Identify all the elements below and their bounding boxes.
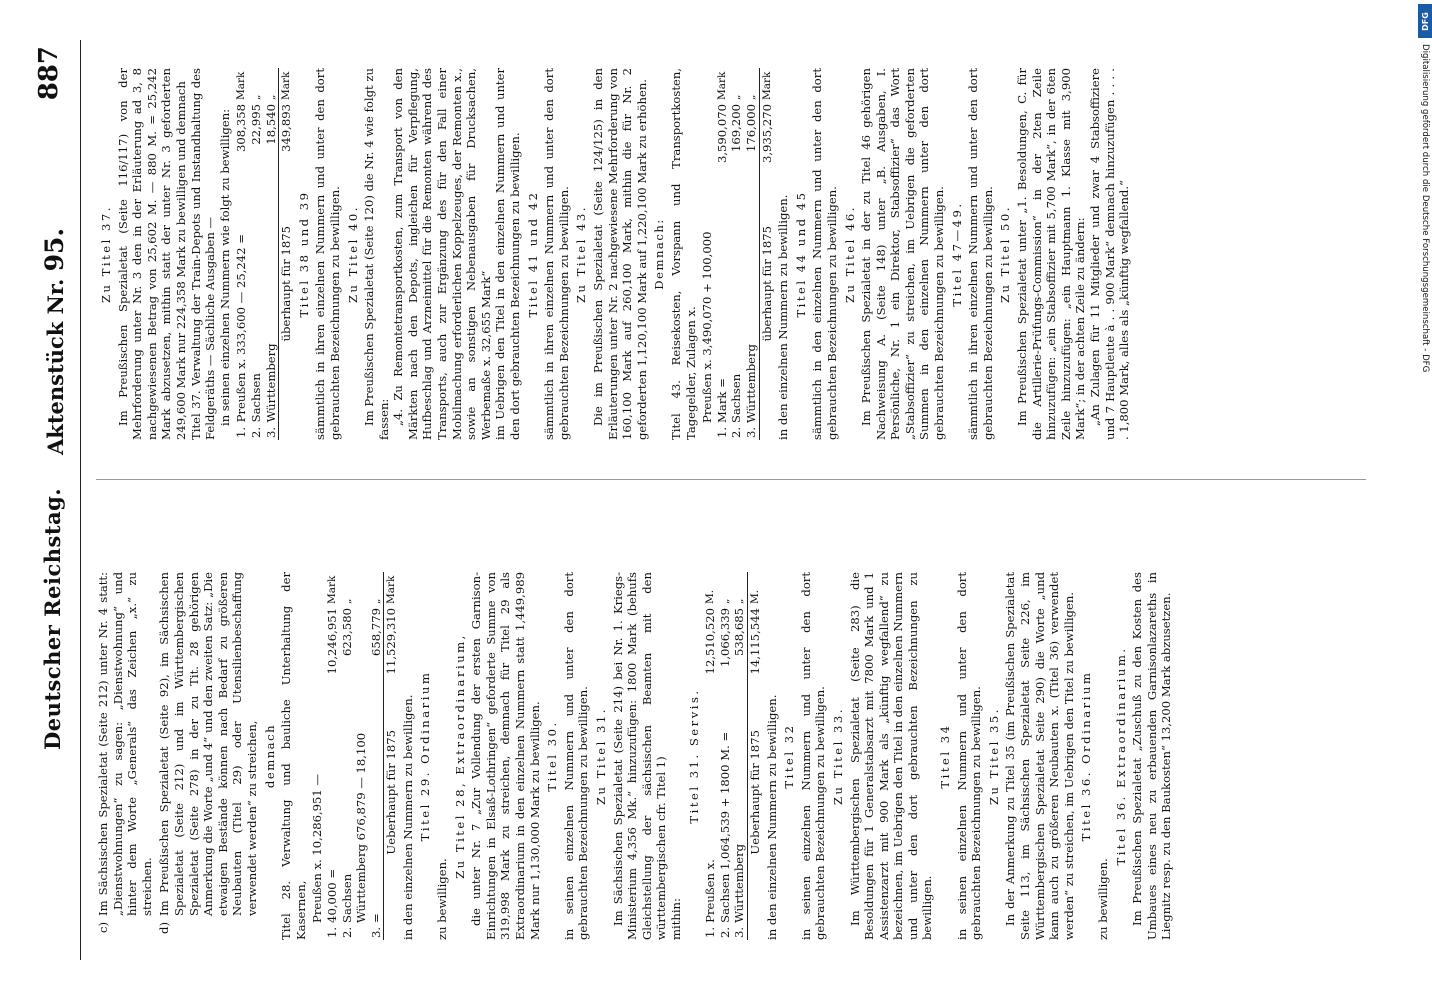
total-label: überhaupt für 1875 [279, 224, 294, 424]
title-34-text: in seinen einzelnen Nummern und unter den dort gebrauchten Bezeichnungen zu bewilligen. [954, 572, 984, 940]
zu-title-35-heading: Zu Titel 35. [986, 707, 1001, 806]
mithin-line: mithin: [668, 898, 683, 940]
row-state-name: Württemberg [263, 343, 278, 423]
title-31-table [703, 572, 762, 940]
table-row [718, 572, 733, 940]
title-29-heading: Titel 29. Ordinarium [418, 670, 433, 842]
title-30-heading: Titel 30. [545, 720, 560, 792]
row-num: 2. [339, 926, 354, 938]
row-num: 3. [368, 926, 383, 938]
row-num: 1. [234, 426, 249, 438]
title-44-heading: Titel 44 und 45 [793, 190, 808, 318]
table-row [264, 68, 279, 440]
row-amount: 12,510,520 [703, 608, 718, 675]
title-29-text: zu bewilligen. [435, 858, 450, 940]
item-c-text: Im Sächsischen Spezialetat (Seite 212) unter Nr. 4 statt: „Dienstwohnungen“ zu sagen: „Dienstwohnung“ und hinter dem Worte „Generals“ das Zeichen „x.“ zu streichen. [96, 572, 154, 916]
row-amount: 10,246,951 [324, 608, 339, 675]
zu-title-33-text: Im Württembergischen Spezialetat (Seite 283) die Besoldungen für 1 Generalstabsarzt mit 7800 Mark und 1 Assistenzarzt mit 900 Mark als „künftig wegfallend“ zu bezeichnen, im Uebrigen den Titel in den einzelnen Nummern und unter den dort gebrauchten Bezeichnungen zu bewilligen. [847, 572, 935, 940]
zu-title-31-text: Im Sächsischen Spezialetat (Seite 214) bei Nr. 1. Kriegs-Ministerium 4,356 Mk.“ hinzuzufügen: 1800 Mark (behufs Gleichstellung der sächsischen Beamten mit den württembergischen cfr. Titel 1) [610, 572, 669, 940]
table-row [310, 572, 339, 940]
zu-title-40-quote: „4. Zu Remontetransportkosten, zum Transport von den Märkten nach den Depots, ingleichen für Verpflegung, Hufbeschlag und Arzneimittel für die Remonten während des Transports, auch zur Ergänzung des für den Fall einer Mobilmachung erforderlichen Koppelzeuges, der Remonten x., sowie an sonstigen Nebenausgaben für Drucksachen, Werbemaße x. 32,655 Mark“ [391, 68, 493, 440]
title-43-table [700, 68, 774, 440]
table-row [234, 68, 249, 440]
row-state-name: Sachsen [248, 373, 263, 423]
row-num: 1. [703, 926, 718, 938]
row-calc: x. 10,286,951 — 40,000 = [310, 773, 339, 923]
right-column [96, 68, 1132, 440]
zu-title-35-text: In der Anmerkung zu Titel 35 (im Preußischen Spezialetat Seite 113, im Sächsischen Spezialetat Seite 226, im Württembergischen Spezialetat Seite 290) die Worte „und kann auch zu größeren Neubauten x. (Titel 36) verwendet werden“ zu streichen, im Uebrigen den Titel zu bewilligen. [1003, 572, 1076, 940]
row-num: 3. [732, 926, 747, 938]
row-calc: x. 333,600 — 25,242 = [234, 234, 249, 369]
row-state-name: Preußen [234, 372, 249, 423]
total-label: Ueberhaupt für 1875 [384, 728, 399, 925]
total-label: Ueberhaupt für 1875 [747, 728, 762, 925]
title-28-after: in den einzelnen Nummern zu bewilligen. [400, 694, 415, 940]
zu-title-40-text: Im Preußischen Spezialetat (Seite 120) die Nr. 4 wie folgt zu fassen: [362, 68, 391, 440]
row-state [340, 728, 355, 925]
row-state-name: Württemberg [743, 344, 758, 423]
row-amount: 169,200 [729, 104, 744, 152]
row-amount: 538,685 [732, 608, 747, 656]
total-unit: M. [747, 572, 762, 606]
row-state [703, 728, 718, 925]
digitization-note [1418, 44, 1432, 944]
total-unit: Mark [759, 68, 774, 102]
table-row [744, 68, 759, 440]
row-calc: 1,064,539 + 1800 M. = [717, 731, 732, 871]
title-37-heading: Titel 37. Verwaltung der Train-Depots und Instandhaltung des Feldgeräths — Sächliche Ausgaben — [188, 68, 218, 440]
row-state-name: Sachsen [729, 373, 744, 423]
header-document-number [40, 228, 69, 455]
row-amount: 18,540 [263, 104, 278, 145]
digitization-note-text: Digitalisierung gefördert durch die Deutsche Forschungsgemeinschaft - DFG [1420, 44, 1430, 373]
header-document-num: 95. [40, 227, 69, 272]
zu-title-46-heading: Zu Titel 46. [842, 205, 857, 304]
row-unit: Mark [325, 575, 338, 604]
zu-title-43-text: Die im Preußischen Spezialetat (Seite 124/125) in den Erläuterungen unter Nr. 2 nachgewiesene Mehrforderung von 160,100 Mark auf 260,100 Mark, mithin die für Nr. 2 geforderten 1,120,100 Mark auf 1,220,100 Mark zu erhöhen. [591, 68, 649, 440]
zu-title-43-heading: Zu Titel 43. [574, 205, 589, 304]
title-28-heading: Titel 28. Verwaltung und bauliche Unterhaltung der Kasernen, [279, 572, 308, 940]
demnach-right: Demnach: [652, 218, 667, 290]
row-state-name: Preußen x. [703, 859, 718, 923]
title-32-text: in seinen einzelnen Nummern und unter den dort gebrauchten Bezeichnungen zu bewilligen. [798, 572, 828, 940]
title-36-extra-text: Im Preußischen Spezialetat „Zuschuß zu den Kosten des Umbaues eines neu zu erbauenden Garnisonlazareths in Liegnitz resp. zu den Baukosten“ 13,200 Mark abzusetzen. [1130, 572, 1174, 940]
item-c-label: c) [96, 922, 110, 934]
table-total-row [384, 572, 399, 940]
table-total-row [759, 68, 774, 440]
row-num: 3. [743, 426, 758, 438]
item-d-text: Im Preußischen Spezialetat (Seite 92), im Sächsischen Spezialetat (Seite 212) und im Württembergischen Spezialetat (Seite 278) in der zu Tit. 28 gehörigen Anmerkung die Worte „und 4“ und den zweiten Satz: „Die etwaigen Bestände können nach Bedarf zu größeren Neubauten (Titel 29) oder Utensilienbeschaffung verwendet werden“ zu streichen, [157, 572, 259, 916]
row-state-name: Württemberg [354, 844, 369, 923]
row-state [310, 728, 339, 925]
row-state [744, 224, 759, 425]
row-calc: 676,879 — 18,100 = [354, 732, 383, 923]
row-amount: 658,779 [368, 608, 383, 656]
header-document-prefix: Aktenstück Nr. [43, 278, 68, 455]
title-47-heading: Titel 47—49. [949, 201, 964, 307]
zu-title-50-quote: „An Zulagen für 11 Mitglieder und zwar 4 Stabsoffiziere und 7 Hauptleute à . . 900 Mark“ demnach hinzuzufügen . . . . . 1,800 Mark, alles als „künftig wegfallend.“ [1088, 68, 1132, 440]
page-number: 887 [34, 46, 64, 101]
title-41-text: sämmtlich in ihren einzelnen Nummern und unter den dort gebrauchten Bezeichnungen zu bewilligen. [542, 68, 571, 440]
row-unit: „ [264, 94, 277, 100]
row-unit: „ [718, 598, 731, 604]
row-amount: 1,066,339 [717, 608, 732, 668]
row-num: 1. [324, 926, 339, 938]
row-state [354, 728, 384, 925]
running-head [26, 40, 81, 960]
total-unit: Mark [279, 68, 294, 102]
row-state [718, 728, 733, 925]
zu-title-28-heading: Zu Titel 28, Extraordinarium, [452, 633, 467, 879]
table-total-row [747, 572, 762, 940]
row-amount: 176,000 [743, 104, 758, 152]
total-amount: 14,115,544 [747, 606, 762, 728]
row-unit: „ [340, 598, 353, 604]
row-amount: 3,590,070 [714, 104, 729, 164]
table-row [249, 68, 264, 440]
zu-title-50-text: Im Preußischen Spezialetat unter „1. Besoldungen, C. für die Artillerie-Prüfungs-Commission“ in der 2ten Zeile hinzuzufügen: „ein Stabsoffizier mit 5,700 Mark“, in der 6ten Zeile hinzuzufügen: „ein Hauptmann 1. Klasse mit 3,900 Mark“; in der achten Zeile zu ändern: [1015, 68, 1088, 440]
title-44-text: sämmtlich in den einzelnen Nummern und unter den dort gebrauchten Bezeichnungen zu bewilligen. [810, 68, 839, 440]
title-30-text: in seinen einzelnen Nummern und unter den dort gebrauchten Bezeichnungen zu bewilligen. [561, 572, 591, 940]
row-num: 2. [248, 426, 263, 438]
zu-title-33-heading: Zu Titel 33. [830, 707, 845, 806]
zu-title-40-after: im Uebrigen den Titel in den einzelnen Nummern und unter den dort gebrauchten Bezeichnungen zu bewilligen. [493, 68, 523, 440]
title-43-heading: Titel 43. Reisekosten, Vorspann und Transportkosten, Tagegelder, Zulagen x. [668, 68, 698, 440]
zu-title-50-heading: Zu Titel 50. [998, 205, 1013, 304]
zu-title-40-heading: Zu Titel 40. [345, 205, 360, 304]
row-unit: „ [369, 598, 382, 604]
table-row [354, 572, 384, 940]
item-c [96, 572, 154, 940]
row-unit: „ [744, 94, 757, 100]
table-row [700, 68, 729, 440]
row-amount: 22,995 [248, 104, 263, 145]
table-row [729, 68, 744, 440]
row-num: 3. [263, 426, 278, 438]
total-amount: 3,935,270 [759, 102, 774, 224]
zu-title-37-heading: Zu Titel 37. [99, 205, 113, 304]
row-state [700, 224, 729, 425]
dfg-logo-text: DFG [1420, 11, 1430, 31]
row-state [264, 224, 279, 424]
title-41-heading: Titel 41 und 42 [525, 190, 540, 318]
row-num: 2. [717, 926, 732, 938]
item-d [157, 572, 259, 940]
row-amount: 623,580 [339, 608, 354, 656]
title-47-text: sämmtlich in ihren einzelnen Nummern und unter den dort gebrauchten Bezeichnungen zu bewilligen. [966, 68, 995, 440]
row-num: 1. [714, 426, 729, 438]
title-37-intro: in seinen einzelnen Nummern wie folgt zu bewilligen: [217, 108, 232, 426]
title-32-heading: Titel 32 [782, 723, 797, 789]
row-state [234, 224, 249, 424]
title-38-text: sämmtlich in ihren einzelnen Nummern und unter den dort gebrauchten Bezeichnungen zu bewilligen. [313, 68, 342, 440]
title-38-heading: Titel 38 und 39 [296, 190, 311, 318]
row-unit: „ [730, 94, 743, 100]
title-37-table [234, 68, 293, 440]
zu-title-28-text: die unter Nr. 7 „Zur Vollendung der ersten Garnison-Einrichtungen in Elsaß-Lothringen“ geforderte Summe von 319,998 Mark zu streichen, demnach für Titel 29 als Extraordinarium in den einzelnen Nummern statt 1,449,989 Mark nur 1,130,000 Mark zu bewilligen. [469, 572, 542, 940]
title-36-extra-heading: Titel 36. Extraordinarium. [1113, 646, 1128, 866]
demnach-line: demnach [262, 723, 277, 789]
column-divider [96, 479, 1366, 480]
row-state-name: Preußen [310, 873, 325, 923]
title-36-text: zu bewilligen. [1096, 858, 1110, 940]
zu-title-46-text: Im Preußischen Spezialetat in der zu Titel 46 gehörigen Nachweisung A. (Seite 148) unter „B. Ausgaben, I. Persönliche, Nr. 1 ein Direktor, Stabsoffizier“ das Wort „Stabsoffizier“ zu streichen, im Uebrigen die geforderten Summen in den einzelnen Nummern unter den dort gebrauchten Bezeichnungen zu bewilligen. [859, 68, 947, 440]
title-28-table [310, 572, 399, 940]
total-label: überhaupt für 1875 [759, 224, 774, 425]
row-unit: Mark [235, 71, 248, 100]
item-d-label: d) [157, 922, 172, 934]
title-36-heading: Titel 36. Ordinarium [1079, 670, 1094, 842]
title-34-heading: Titel 34 [938, 723, 953, 789]
title-31-after: in den einzelnen Nummern zu bewilligen. [764, 694, 779, 940]
row-unit: „ [733, 598, 746, 604]
table-row [703, 572, 718, 940]
row-state-name: Preußen [700, 373, 715, 423]
row-unit: Mark [715, 71, 728, 100]
total-unit: Mark [384, 572, 399, 606]
zu-title-31-heading: Zu Titel 31. [594, 707, 608, 806]
table-row [340, 572, 355, 940]
row-num: 2. [729, 426, 744, 438]
zu-title-37-text: Im Preußischen Spezialetat (Seite 116/117) von der Mehrforderung unter Nr. 3 den in der Erläuterung ad 3, 8 nachgewiesenen Betrag von 25,602 M. — 880 M. = 25,242 Mark abzusetzen, mithin statt der unter Nr. 3 geforderten 249,600 Mark nur 224,358 Mark zu bewilligen und demnach [115, 68, 188, 440]
row-amount: 308,358 [234, 104, 249, 152]
row-state [732, 728, 747, 925]
title-31-heading: Titel 31. Servis. [686, 688, 701, 824]
row-calc: x. 3,490,070 + 100,000 Mark = [700, 231, 729, 423]
total-amount: 349,893 [279, 102, 294, 224]
row-state-name: Württemberg [732, 843, 747, 923]
header-publication: Deutscher Reichstag. [40, 487, 65, 750]
table-total-row [279, 68, 294, 440]
row-state [729, 224, 744, 425]
row-state-name: Sachsen [339, 873, 354, 923]
row-unit: „ [249, 94, 262, 100]
row-state [249, 224, 264, 424]
total-amount: 11,529,310 [384, 606, 399, 728]
dfg-logo [1418, 4, 1432, 38]
row-state-name: Sachsen [717, 873, 732, 923]
left-column [96, 572, 1174, 940]
title-43-after: in den einzelnen Nummern zu bewilligen. [776, 194, 791, 440]
table-row [732, 572, 747, 940]
row-unit: M. [704, 589, 717, 604]
